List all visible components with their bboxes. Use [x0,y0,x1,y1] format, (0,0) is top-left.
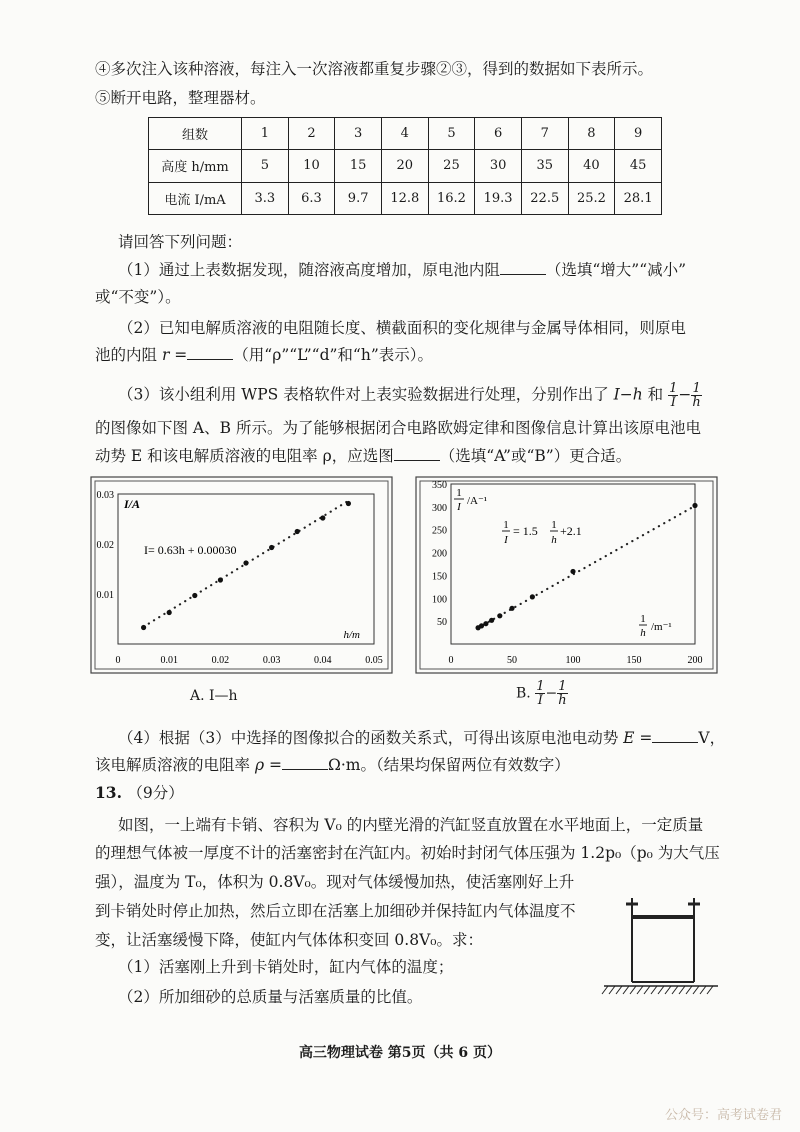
hatch-mark [637,986,643,994]
eq-left-denominator: I [504,534,508,546]
data-point [530,594,535,599]
hatch-mark [630,986,636,994]
table-row [149,150,662,182]
table-cell: 20 [381,150,428,182]
page-footer: 高三物理试卷 第5页（共 6 页） [298,1045,502,1061]
table-cell: 22.5 [521,182,568,214]
y-tick-label: 150 [432,571,447,583]
data-point [346,501,351,506]
x-tick-label: 100 [565,655,581,666]
x-tick-label: 0.03 [262,655,281,666]
hatch-mark [651,986,657,994]
hatch-mark [658,986,664,994]
q4-rho-symbol: ρ = [254,756,282,774]
q1-line1 [118,260,686,280]
y-label-numerator: 1 [456,487,462,499]
table-cell: 25 [428,150,475,182]
data-point [570,569,575,574]
table-cell: 7 [521,118,568,150]
problem-13-score: （9分） [127,784,184,802]
x-tick-label: 0.05 [365,655,383,666]
x-label-denominator: h [640,627,646,639]
q3-ih-symbol: I−h [613,385,643,404]
problem-13-number: 13. [95,783,122,802]
table-cell: 35 [521,150,568,182]
hatch-mark [707,986,713,994]
step5-text: ⑤断开电路，整理器材。 [95,89,266,107]
chart-b-caption-prefix: B. [516,685,531,702]
watermark: 公众号：高考试卷君 [664,1108,782,1123]
p13-line1: 如图，一上端有卡销、容积为 V₀ 的内壁光滑的汽缸竖直放置在水平地面上，一定质量 [118,816,704,834]
q1-line2: 或“不变”）。 [95,288,181,306]
chart-b-caption [516,680,568,707]
q3-line1 [118,382,702,409]
table-cell: 6 [475,118,522,150]
data-point [269,545,274,550]
table-cell: 3 [335,118,382,150]
y-label-unit: /A⁻¹ [467,495,488,507]
chart-b-caption-minus: − [545,685,558,702]
q3-text-c: 动势 E 和该电解质溶液的电阻率 ρ，应选图 [95,447,394,465]
hatch-mark [665,986,671,994]
table-cell: 40 [568,150,615,182]
answer-blank-5 [282,755,328,770]
table-cell: 16.2 [428,182,475,214]
q4-text-a: （4）根据（3）中选择的图像拟合的函数关系式，可得出该原电池电动势 [118,729,619,747]
x-label-unit: /m⁻¹ [651,621,672,633]
eq-intercept: +2.1 [560,524,582,538]
data-point [509,606,514,611]
data-point [243,560,248,565]
hatch-mark [700,986,706,994]
chart-b [415,476,718,674]
table-cell: 4 [381,118,428,150]
x-axis-label: h/m [343,629,360,641]
x-tick-label: 0 [115,655,121,666]
hatch-mark [623,986,629,994]
q4-line1 [118,728,725,748]
chart-a-caption: A. I—h [190,688,238,704]
plot-frame [118,494,374,644]
q1-text-b: （选填“增大”“减小” [545,261,687,279]
table-row [149,182,662,214]
y-tick-label: 0.03 [96,490,114,501]
p13-line2: 的理想气体被一厚度不计的活塞密封在汽缸内。初始时封闭气体压强为 1.2p₀（p₀ 为大气压 [95,844,720,862]
eq-left-numerator: 1 [503,519,509,531]
q4-text-b: 该电解质溶液的电阻率 [95,756,251,774]
q2-text-b: 池的内阻 [95,346,158,364]
table-cell: 45 [615,150,662,182]
q3-text-a: （3）该小组利用 WPS 表格软件对上表实验数据进行处理，分别作出了 [118,385,609,404]
table-cell: 19.3 [475,182,522,214]
x-tick-label: 150 [626,655,642,666]
y-tick-label: 50 [437,617,447,629]
y-label-denominator: I [457,501,461,513]
table-row [149,118,662,150]
plot-frame [451,484,695,644]
eq-middle: = 1.5 [513,524,538,538]
q4-line2 [95,755,570,775]
answer-blank-3 [394,446,440,461]
q2-line1: （2）已知电解质溶液的电阻随长度、横截面积的变化规律与金属导体相同，则原电 [118,319,686,337]
x-tick-label: 50 [507,655,517,666]
answer-blank-1 [500,260,546,275]
q3-text-d: （选填“A”或“B”）更合适。 [439,447,632,465]
table-cell: 1 [242,118,289,150]
intro-text: 请回答下列问题： [118,233,243,251]
minus-sign: − [678,385,692,404]
data-point [320,515,325,520]
q4-unit-v: V， [698,729,726,747]
chart-b-caption-frac-i: $\frac{1}{I}$ [536,679,545,708]
x-tick-label: 0.01 [160,655,178,666]
answer-blank-4 [652,728,698,743]
table-cell: 30 [475,150,522,182]
table-row-label: 电流 I/mA [149,182,242,214]
table-cell: 10 [288,150,335,182]
table-cell: 8 [568,118,615,150]
data-point [218,577,223,582]
fraction-1-over-h: $\frac{1}{h}$ [692,381,701,410]
y-axis-label: I/A [124,497,141,511]
p13-line4: 到卡销处时停止加热，然后立即在活塞上加细砂并保持缸内气体温度不 [95,902,576,920]
data-point [497,613,502,618]
data-point [692,503,697,508]
p13-line3: 强），温度为 T₀，体积为 0.8V₀。现对气体缓慢加热，使活塞刚好上升 [95,873,575,891]
table-cell: 2 [288,118,335,150]
step4-text: ④多次注入该种溶液，每注入一次溶液都重复步骤②③，得到的数据如下表所示。 [95,60,654,78]
hatch-mark [609,986,615,994]
table-cell: 12.8 [381,182,428,214]
y-tick-label: 350 [432,480,447,491]
q1-text-a: （1）通过上表数据发现，随溶液高度增加，原电池内阻 [118,261,500,279]
table-cell: 28.1 [615,182,662,214]
q4-e-symbol: E = [623,729,653,747]
x-tick-label: 0 [448,655,454,666]
data-point [489,618,494,623]
y-tick-label: 0.02 [96,540,114,551]
x-tick-label: 200 [687,655,703,666]
y-tick-label: 100 [432,594,447,606]
table-cell: 9 [615,118,662,150]
table-cell: 3.3 [242,182,289,214]
q3-line2: 的图像如下图 A、B 所示。为了能够根据闭合电路欧姆定律和图像信息计算出该原电池电 [95,419,701,437]
q4-text-c: Ω·m。（结果均保留两位有效数字） [327,756,570,774]
y-tick-label: 300 [432,502,447,514]
data-point [141,625,146,630]
hatch-mark [672,986,678,994]
x-label-numerator: 1 [640,613,646,625]
table-cell: 15 [335,150,382,182]
hatch-mark [686,986,692,994]
table-cell: 6.3 [288,182,335,214]
q2-text-c: （用“ρ”“L”“d”和“h”表示）。 [233,346,434,364]
ground-hatch [602,986,713,994]
y-tick-label: 200 [432,548,447,560]
answer-blank-2 [187,345,233,360]
x-tick-label: 0.04 [314,655,332,666]
q3-line3 [95,446,631,466]
problem-13-heading [95,783,184,803]
table-cell: 5 [242,150,289,182]
cylinder-diagram [600,890,720,1000]
q2-line2 [95,345,433,365]
hatch-mark [693,986,699,994]
data-point [167,610,172,615]
eq-right-denominator: h [551,534,557,546]
hatch-mark [602,986,608,994]
q2-r-symbol: r = [161,346,188,364]
table-row-label: 组数 [149,118,242,150]
data-table [148,117,662,215]
chart-a [90,476,393,674]
eq-right-numerator: 1 [551,519,557,531]
table-cell: 25.2 [568,182,615,214]
y-tick-label: 0.01 [96,590,114,601]
chart-b-caption-frac-h: $\frac{1}{h}$ [558,679,567,708]
hatch-mark [616,986,622,994]
data-point [295,529,300,534]
hatch-mark [644,986,650,994]
hatch-mark [679,986,685,994]
data-point [483,621,488,626]
table-row-label: 高度 h/mm [149,150,242,182]
fraction-1-over-i: $\frac{1}{I}$ [669,381,678,410]
y-tick-label: 250 [432,525,447,537]
p13-line5: 变，让活塞缓慢下降，使缸内气体体积变回 0.8V₀。求： [95,931,483,949]
fit-equation: I= 0.63h + 0.00030 [144,543,237,557]
table-cell: 5 [428,118,475,150]
p13-question1: （1）活塞刚上升到卡销处时，缸内气体的温度； [118,958,454,976]
data-point [192,593,197,598]
p13-question2: （2）所加细砂的总质量与活塞质量的比值。 [118,988,423,1006]
x-tick-label: 0.02 [211,655,230,666]
q3-and: 和 [647,385,664,404]
table-cell: 9.7 [335,182,382,214]
